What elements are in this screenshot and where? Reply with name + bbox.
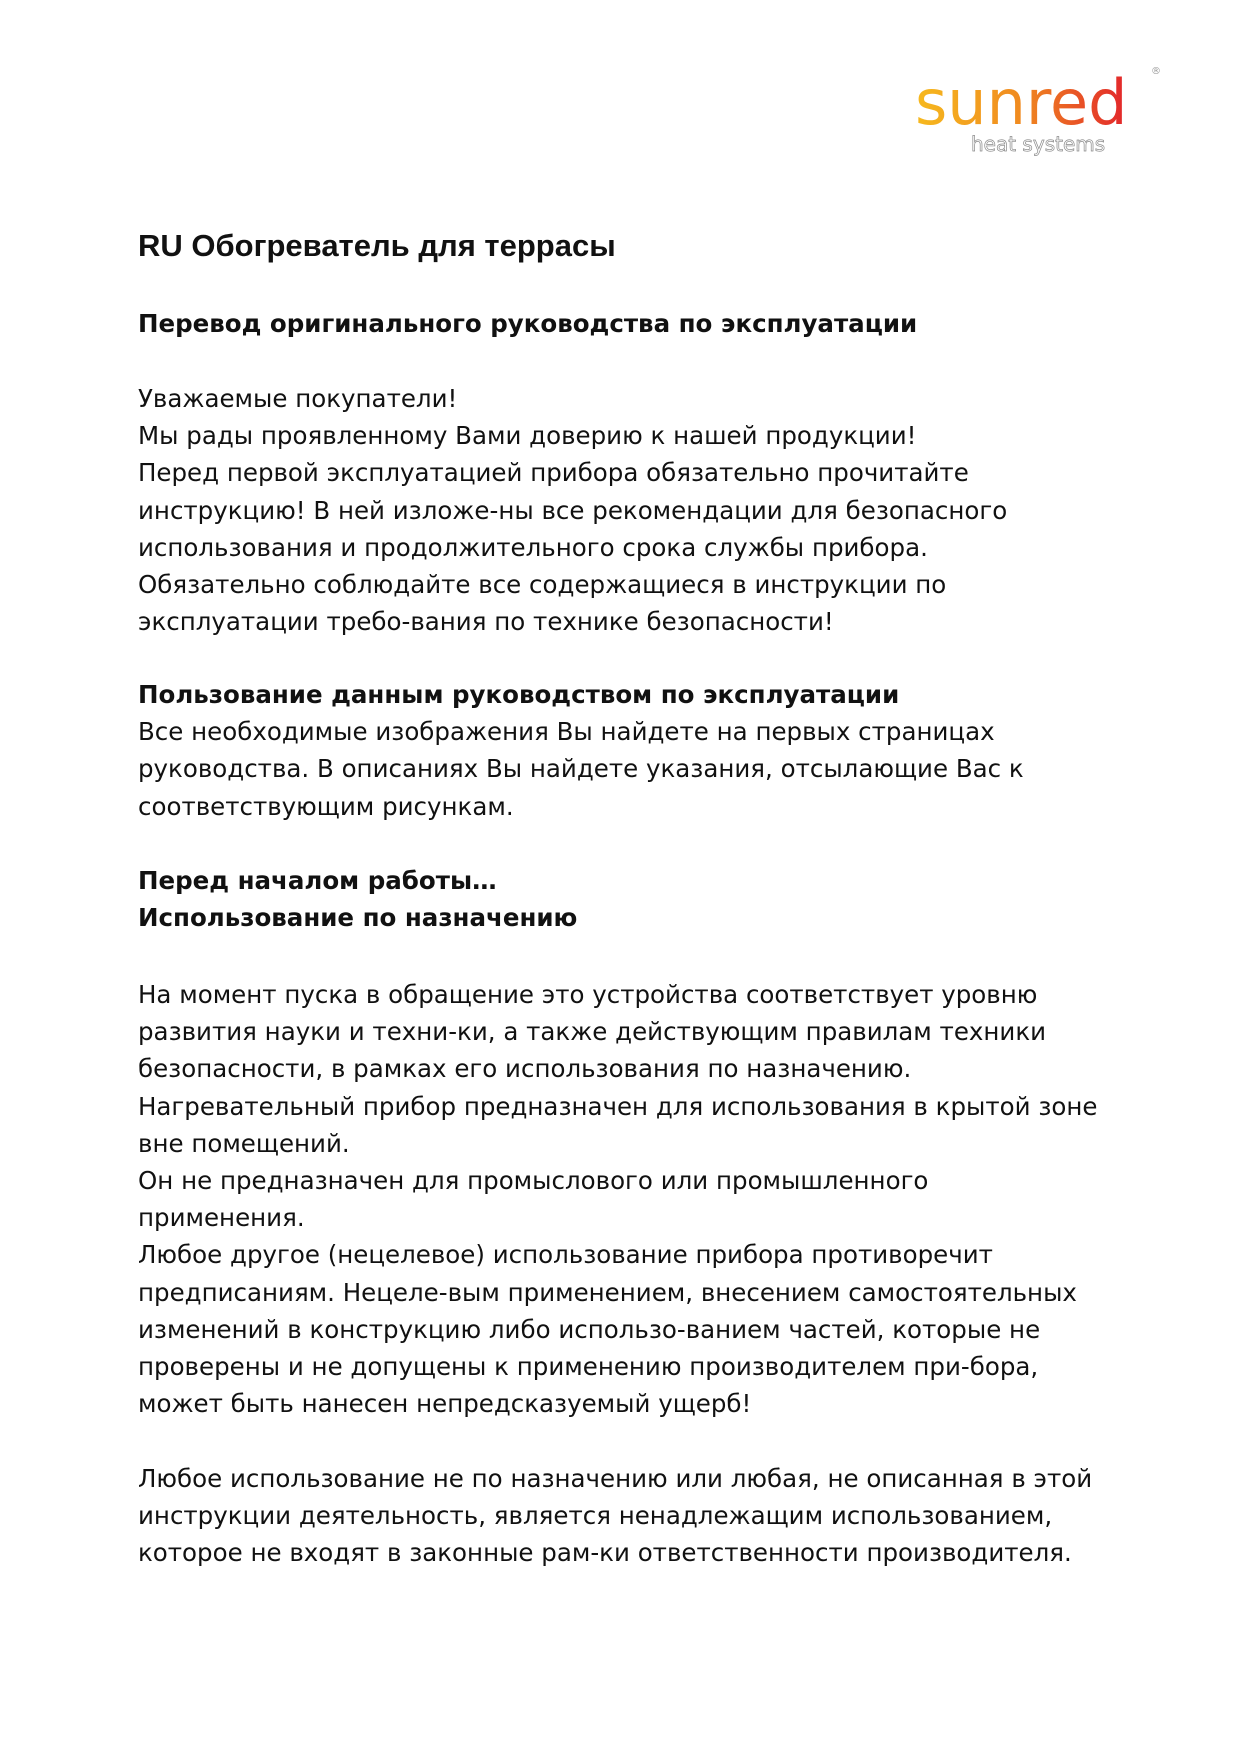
text-line: На момент пуска в обращение это устройства соответствует уровню xyxy=(138,980,1038,1009)
text-line: развития науки и техни-ки, а также действующим правилам техники xyxy=(138,1017,1047,1047)
text-line: Обязательно соблюдайте все содержащиеся в инструкции по xyxy=(138,569,947,599)
text-line: Он не предназначен для промыслового или промышленного xyxy=(138,1165,929,1195)
greeting-section xyxy=(138,380,1007,640)
text-line: Все необходимые изображения Вы найдете на первых страницах xyxy=(138,717,995,747)
text-line: предписаниям. Нецеле-вым применением, внесением самостоятельных xyxy=(138,1277,1077,1307)
usage-heading: Пользование данным руководством по эксплуатации xyxy=(138,680,900,709)
text-line: соответствующим рисункам. xyxy=(138,791,514,821)
text-line: Мы рады проявленному Вами доверию к нашей продукции! xyxy=(138,421,917,451)
text-line: Любое использование не по назначению или любая, не описанная в этой xyxy=(138,1464,1093,1493)
logo-registered-mark: ® xyxy=(1151,66,1161,77)
sunred-logo-graphic xyxy=(915,62,1165,162)
text-line: Перед первой эксплуатацией прибора обязательно прочитайте xyxy=(138,458,969,488)
text-line: которое не входят в законные рам-ки ответственности производителя. xyxy=(138,1538,1072,1568)
text-line: применения. xyxy=(138,1203,305,1233)
text-line: Нагревательный прибор предназначен для использования в крытой зоне xyxy=(138,1091,1098,1121)
logo-red: red xyxy=(1025,66,1128,139)
text-line: инструкцию! В ней изложе-ны все рекомендации для безопасного xyxy=(138,495,1008,525)
before-work-section xyxy=(138,862,577,936)
text-line: может быть нанесен непредсказуемый ущерб! xyxy=(138,1389,752,1419)
text-line: безопасности, в рамках его использования по назначению. xyxy=(138,1054,912,1084)
sunred-logo xyxy=(915,62,1165,162)
purpose-section xyxy=(138,976,1097,1422)
text-line: вне помещений. xyxy=(138,1128,350,1158)
document-title: RU Обогреватель для террасы xyxy=(138,228,616,263)
purpose-heading: Использование по назначению xyxy=(138,903,578,933)
document-subtitle: Перевод оригинального руководства по эксплуатации xyxy=(138,309,918,338)
text-line: Любое другое (нецелевое) использование прибора противоречит xyxy=(138,1240,993,1270)
text-line: Уважаемые покупатели! xyxy=(138,384,458,413)
text-line: эксплуатации требо-вания по технике безопасности! xyxy=(138,607,834,637)
misuse-section xyxy=(138,1460,1092,1572)
logo-tagline: heat systems xyxy=(971,132,1106,156)
logo-wordmark xyxy=(915,66,1128,139)
text-line: руководства. В описаниях Вы найдете указания, отсылающие Вас к xyxy=(138,754,1024,784)
usage-section xyxy=(138,676,1024,825)
text-line: проверены и не допущены к применению производителем при-бора, xyxy=(138,1351,1039,1381)
logo-sun: sun xyxy=(915,66,1026,139)
text-line: инструкции деятельность, является ненадлежащим использованием, xyxy=(138,1501,1053,1531)
text-line: изменений в конструкцию либо использо-ванием частей, которые не xyxy=(138,1314,1041,1344)
before-heading: Перед началом работы… xyxy=(138,866,497,895)
text-line: использования и продолжительного срока службы прибора. xyxy=(138,532,928,562)
